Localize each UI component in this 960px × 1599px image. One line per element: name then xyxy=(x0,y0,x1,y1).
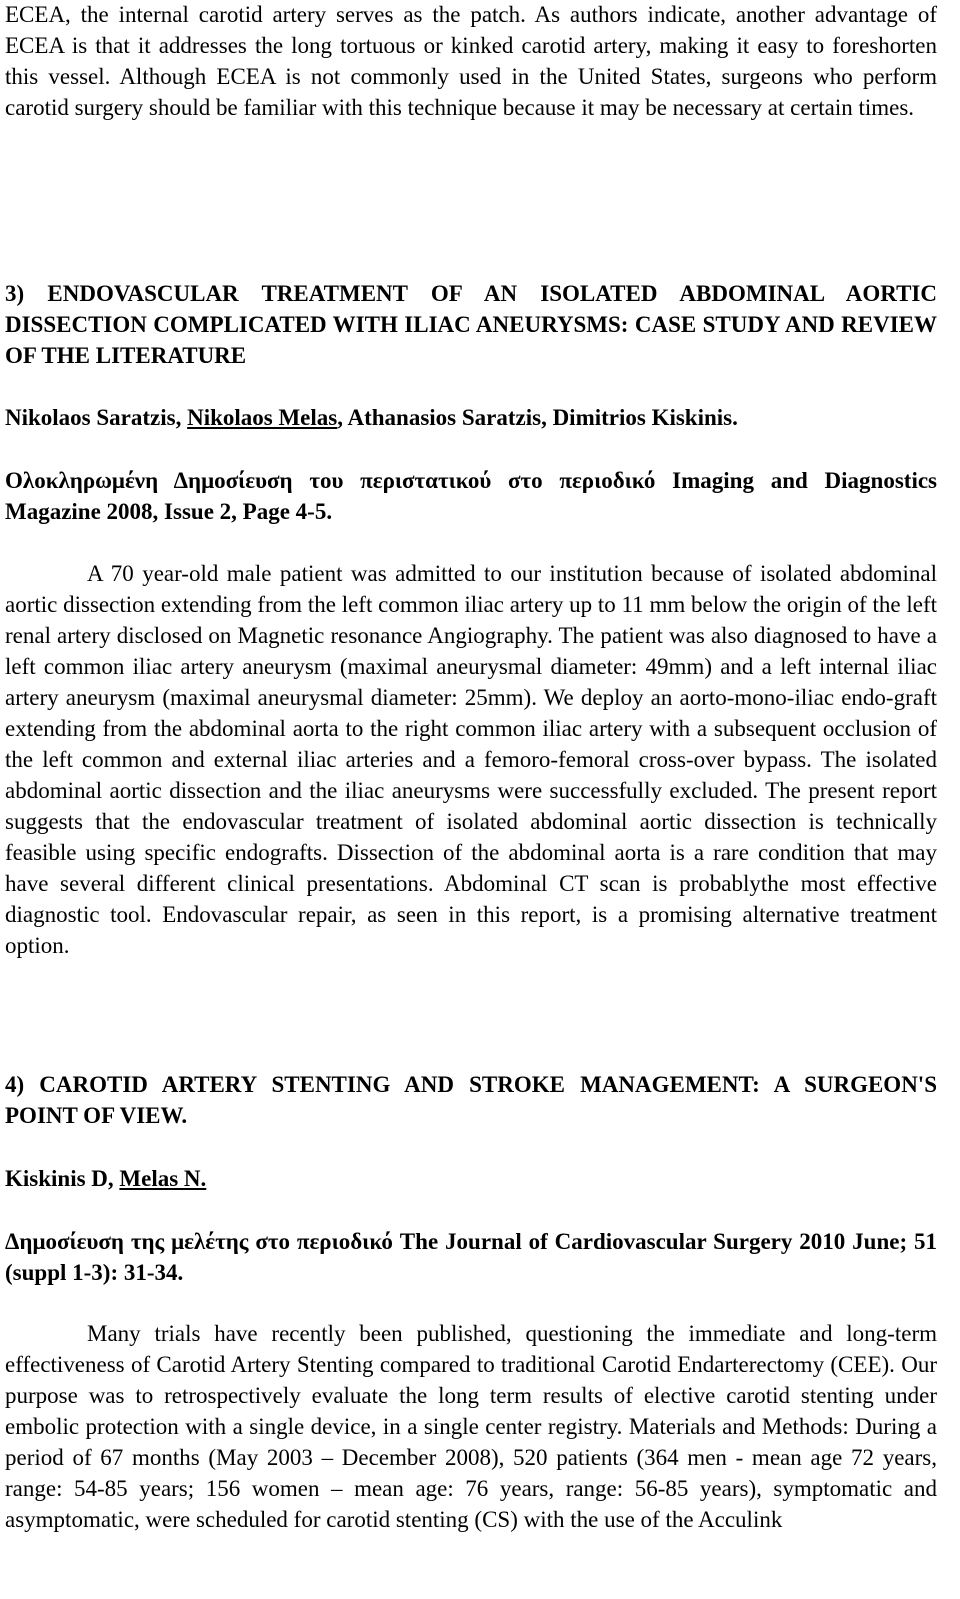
section3-authors-lead: Nikolaos Saratzis, xyxy=(5,405,188,430)
section4-publication: Δημοσίευση της μελέτης στο περιοδικό The Journal of Cardiovascular Surgery 2010 June; 51 (suppl 1-3): 31-34. xyxy=(5,1229,937,1285)
section3-author-highlighted: Nikolaos Melas xyxy=(187,405,338,430)
section4-authors xyxy=(5,1163,937,1194)
section4-authors-lead: Kiskinis D, xyxy=(5,1166,120,1191)
intro-paragraph: ECEA, the internal carotid artery serves as the patch. As authors indicate, another advantage of ECEA is that it addresses the long tortuous or kinked carotid artery, making it easy to foreshorten this vessel. Although ECEA is not commonly used in the United States, surgeons who perform carotid surgery should be familiar with this technique because it may be necessary at certain times. xyxy=(5,2,937,120)
section3-authors xyxy=(5,402,937,433)
section3-publication: Ολοκληρωμένη Δημοσίευση του περιστατικού στο περιοδικό Imaging and Diagnostics Magazine 2008, Issue 2, Page 4-5. xyxy=(5,468,937,524)
section3-authors-rest: , Athanasios Saratzis, Dimitrios Kiskinis. xyxy=(337,405,738,430)
section3-title: 3) ENDOVASCULAR TREATMENT OF AN ISOLATED ABDOMINAL AORTIC DISSECTION COMPLICATED WITH ILIAC ANEURYSMS: CASE STUDY AND REVIEW OF THE LITERATURE xyxy=(5,281,937,368)
section3-abstract: A 70 year-old male patient was admitted to our institution because of isolated abdominal aortic dissection extending from the left common iliac artery up to 11 mm below the origin of the left renal artery disclosed on Magnetic resonance Angiography. The patient was also diagnosed to have a left common iliac artery aneurysm (maximal aneurysmal diameter: 49mm) and a left internal iliac artery aneurysm (maximal aneurysmal diameter: 25mm). We deploy an aorto-mono-iliac endo-graft extending from the abdominal aorta to the right common iliac artery with a subsequent occlusion of the left common and external iliac arteries and a femoro-femoral cross-over bypass. The isolated abdominal aortic dissection and the iliac aneurysms were successfully excluded. The present report suggests that the endovascular treatment of isolated abdominal aortic dissection is technically feasible using specific endografts. Dissection of the abdominal aorta is a rare condition that may have several different clinical presentations. Abdominal CT scan is probablythe most effective diagnostic tool. Endovascular repair, as seen in this report, is a promising alternative treatment option. xyxy=(5,561,937,958)
section4-title: 4) CAROTID ARTERY STENTING AND STROKE MANAGEMENT: A SURGEON'S POINT OF VIEW. xyxy=(5,1072,937,1128)
section4-author-highlighted: Melas N. xyxy=(119,1166,207,1191)
section4-abstract: Many trials have recently been published, questioning the immediate and long-term effectiveness of Carotid Artery Stenting compared to traditional Carotid Endarterectomy (CEE). Our purpose was to retrospectively evaluate the long term results of elective carotid stenting under embolic protection with a single device, in a single center registry. Materials and Methods: During a period of 67 months (May 2003 – December 2008), 520 patients (364 men - mean age 72 years, range: 54-85 years; 156 women – mean age: 76 years, range: 56-85 years), symptomatic and asymptomatic, were scheduled for carotid stenting (CS) with the use of the Acculink xyxy=(5,1321,937,1532)
